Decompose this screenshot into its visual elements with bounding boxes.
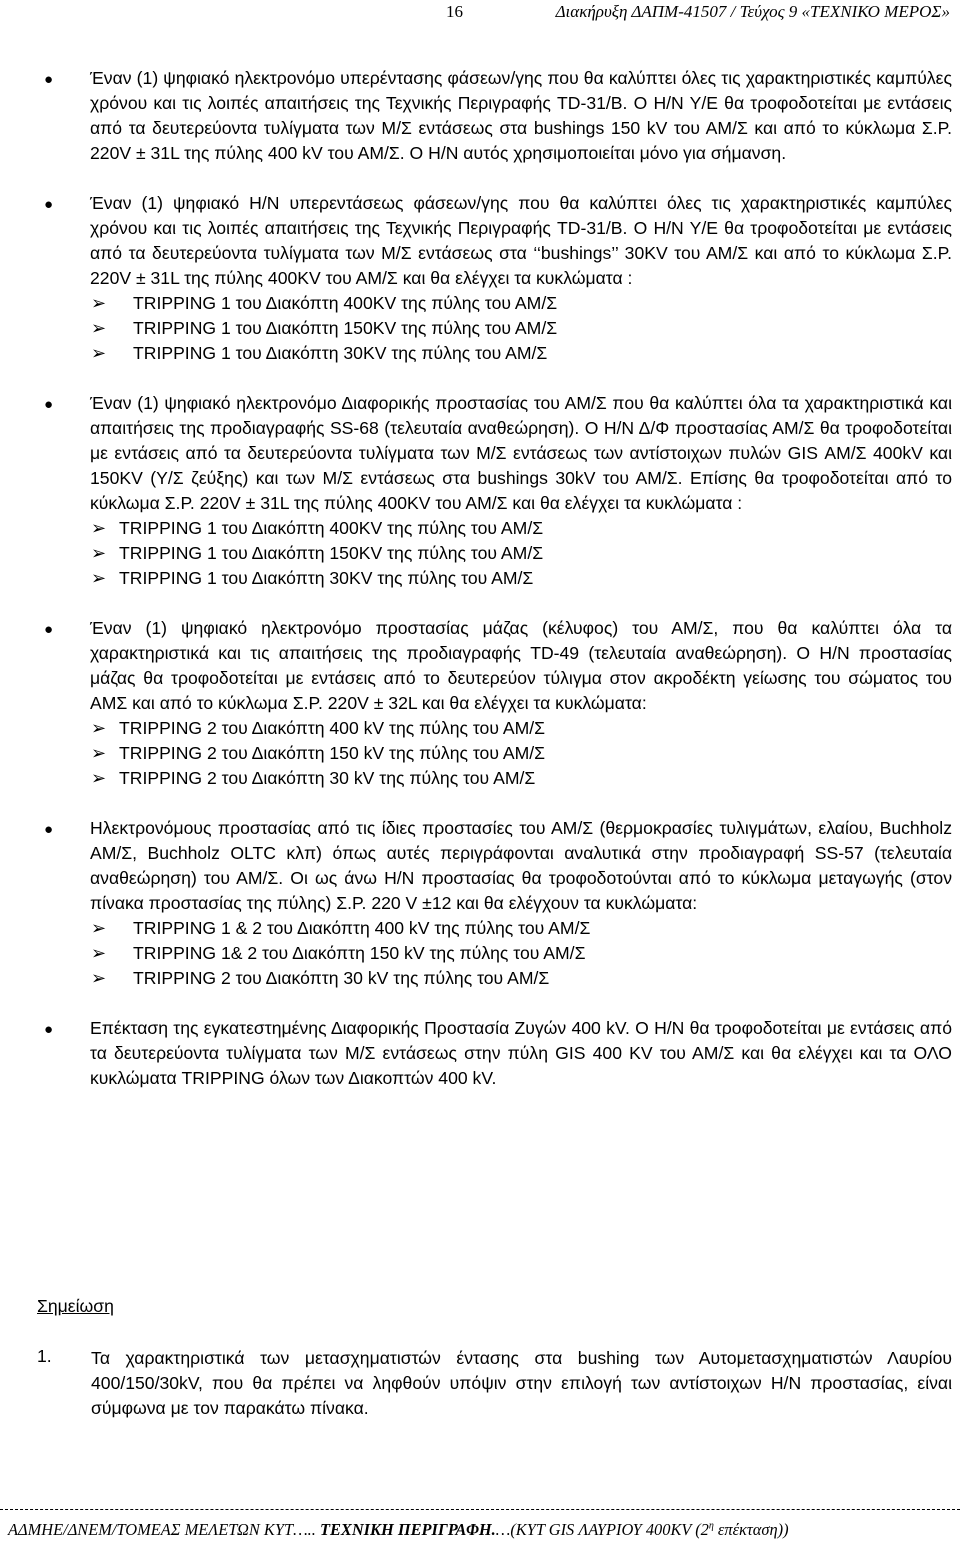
bullet-paragraph [0, 1016, 960, 1091]
arrow-bullet-icon: ➢ [91, 743, 107, 763]
footer-bold: ΤΕΧΝΙΚΗ ΠΕΡΙΓΡΑΦΗ. [319, 1520, 496, 1539]
paragraph-text: Επέκταση της εγκατεστημένης Διαφορικής Προστασία Ζυγών 400 kV. Ο Η/Ν θα τροφοδοτείται με εντάσεις από τα δευτερεύοντα τυλίγματα των Μ/Σ εντάσεως στην πύλη GIS 400 KV του ΑΜ/Σ και θα ελέγχει και τα ΟΛΟ κυκλώματα TRIPPING όλων των Διακοπτών 400 kV. [90, 1018, 952, 1088]
page-header [0, 2, 960, 24]
arrow-bullet-icon: ➢ [91, 918, 107, 938]
bullet-paragraph [0, 616, 960, 716]
tripping-list [0, 291, 960, 366]
arrow-bullet-icon: ➢ [91, 543, 107, 563]
arrow-bullet-icon: ➢ [91, 518, 107, 538]
note-item-number: 1. [37, 1346, 52, 1366]
footer-sup: η [708, 1520, 714, 1532]
list-item: ➢ TRIPPING 1 του Διακόπτη 30KV της πύλης του ΑΜ/Σ [0, 566, 960, 591]
tripping-list [0, 516, 960, 591]
page-footer [8, 1520, 960, 1540]
page-number: 16 [446, 2, 463, 21]
list-item: ➢ TRIPPING 1 του Διακόπτη 150KV της πύλης του ΑΜ/Σ [0, 541, 960, 566]
bullet-paragraph [0, 816, 960, 916]
footer-divider [0, 1509, 960, 1510]
arrow-bullet-icon: ➢ [91, 318, 107, 338]
bullet-icon: ● [44, 396, 54, 413]
list-item: ➢ TRIPPING 1 & 2 του Διακόπτη 400 kV της πύλης του ΑΜ/Σ [0, 916, 960, 941]
list-item: ➢ TRIPPING 2 του Διακόπτη 30 kV της πύλης του ΑΜ/Σ [0, 966, 960, 991]
document-body [0, 66, 960, 1091]
paragraph-text: Έναν (1) ψηφιακό ηλεκτρονόμο υπερέντασης φάσεων/γης που θα καλύπτει όλες τις χαρακτηριστικές καμπύλες χρόνου και τις λοιπές απαιτήσεις της Τεχνικής Περιγραφής TD-31/B. Ο Η/Ν Υ/Ε θα τροφοδοτείται με εντάσεις από τα δευτερεύοντα τυλίγματα των Μ/Σ εντάσεως στα bushings 150 kV του ΑΜ/Σ και από το κύκλωμα Σ.Ρ. 220V ± 31L της πύλης 400 kV του ΑΜ/Σ. Ο Η/Ν αυτός χρησιμοποιείται μόνο για σήμανση. [90, 68, 952, 163]
list-item: ➢ TRIPPING 1 του Διακόπτη 400KV της πύλης του ΑΜ/Σ [0, 516, 960, 541]
list-item: ➢ TRIPPING 2 του Διακόπτη 150 kV της πύλης του ΑΜ/Σ [0, 741, 960, 766]
arrow-bullet-icon: ➢ [91, 943, 107, 963]
footer-right: …(ΚΥΤ GIS ΛΑΥΡΙΟΥ 400KV (2 [495, 1520, 709, 1539]
arrow-bullet-icon: ➢ [91, 718, 107, 738]
bullet-icon: ● [44, 1021, 54, 1038]
bullet-paragraph [0, 191, 960, 291]
paragraph-text: Έναν (1) ψηφιακό ηλεκτρονόμο Διαφορικής προστασίας του ΑΜ/Σ που θα καλύπτει όλα τα χαρακτηριστικά και απαιτήσεις της προδιαγραφής SS-68 (τελευταία αναθεώρηση). Ο Η/Ν Δ/Φ προστασίας ΑΜ/Σ θα τροφοδοτείται με εντάσεις από τα δευτερεύοντα τυλίγματα των Μ/Σ εντάσεως των αντίστοιχων πυλών GIS ΑΜ/Σ 400kV και 150KV (Υ/Σ ζεύξης) και των Μ/Σ εντάσεως στα bushings 30kV του ΑΜ/Σ. Επίσης θα τροφοδοτείται από το κύκλωμα Σ.Ρ. 220V ± 31L της πύλης 400KV του ΑΜ/Σ και θα ελέγχει τα κυκλώματα : [90, 393, 952, 513]
arrow-bullet-icon: ➢ [91, 768, 107, 788]
tripping-list [0, 916, 960, 991]
bullet-icon: ● [44, 821, 54, 838]
bullet-icon: ● [44, 621, 54, 638]
bullet-icon: ● [44, 71, 54, 88]
tripping-list [0, 716, 960, 791]
list-item: ➢ TRIPPING 1 του Διακόπτη 150KV της πύλης του ΑΜ/Σ [0, 316, 960, 341]
arrow-bullet-icon: ➢ [91, 968, 107, 988]
list-item: ➢ TRIPPING 1 του Διακόπτη 30KV της πύλης του ΑΜ/Σ [0, 341, 960, 366]
bullet-paragraph [0, 66, 960, 166]
arrow-bullet-icon: ➢ [91, 343, 107, 363]
note-item [37, 1346, 952, 1421]
footer-tail: επέκταση)) [713, 1520, 789, 1539]
note-item-text: Τα χαρακτηριστικά των μετασχηματιστών έντασης στα bushing των Αυτομετασχηματιστών Λαυρίου 400/150/30kV, που θα πρέπει να ληφθούν υπόψιν στην επιλογή των αντίστοιχων Η/Ν προστασίας, είναι σύμφωνα με τον παρακάτω πίνακα. [91, 1348, 952, 1418]
arrow-bullet-icon: ➢ [91, 568, 107, 588]
list-item: ➢ TRIPPING 1 του Διακόπτη 400KV της πύλης του ΑΜ/Σ [0, 291, 960, 316]
list-item: ➢ TRIPPING 1& 2 του Διακόπτη 150 kV της πύλης του ΑΜ/Σ [0, 941, 960, 966]
running-title: Διακήρυξη ΔΑΠΜ-41507 / Τεύχος 9 «ΤΕΧΝΙΚΟ ΜΕΡΟΣ» [555, 2, 950, 21]
footer-left: ΑΔΜΗΕ/ΔΝΕΜ/ΤΟΜΕΑΣ ΜΕΛΕΤΩΝ ΚΥΤ….. [8, 1520, 320, 1539]
paragraph-text: Ηλεκτρονόμους προστασίας από τις ίδιες προστασίες του ΑΜ/Σ (θερμοκρασίες τυλιγμάτων, ελαίου, Buchholz ΑΜ/Σ, Buchholz OLTC κλπ) όπως αυτές περιγράφονται αναλυτικά στην προδιαγραφή SS-57 (τελευταία αναθεώρηση) του ΑΜ/Σ. Οι ως άνω Η/Ν προστασίας θα τροφοδοτούνται από το κύκλωμα μεταγωγής (στον πίνακα προστασίας της πύλης) Σ.Ρ. 220 V ±12 και θα ελέγχουν τα κυκλώματα: [90, 818, 952, 913]
note-heading: Σημείωση [37, 1296, 114, 1316]
bullet-paragraph [0, 391, 960, 516]
arrow-bullet-icon: ➢ [91, 293, 107, 313]
paragraph-text: Έναν (1) ψηφιακό Η/Ν υπερεντάσεως φάσεων/γης που θα καλύπτει όλες τις χαρακτηριστικές καμπύλες χρόνου και τις λοιπές απαιτήσεις της Τεχνικής Περιγραφής TD-31/B. Ο Η/Ν Υ/Ε θα τροφοδοτείται με εντάσεις από τα δευτερεύοντα τυλίγματα των Μ/Σ εντάσεως στα ‘‘bushings’’ 30KV του ΑΜ/Σ και από το κύκλωμα Σ.Ρ. 220V ± 31L της πύλης 400KV του ΑΜ/Σ και θα ελέγχει τα κυκλώματα : [90, 193, 952, 288]
paragraph-text: Έναν (1) ψηφιακό ηλεκτρονόμο προστασίας μάζας (κέλυφος) του ΑΜ/Σ, που θα καλύπτει όλα τα χαρακτηριστικά και τις απαιτήσεις της προδιαγραφής TD-49 (τελευταία αναθεώρηση). Ο Η/Ν προστασίας μάζας θα τροφοδοτείται με εντάσεις από το δευτερεύον τύλιγμα στον ακροδέκτη γείωσης του σώματος του ΑΜΣ και από το κύκλωμα Σ.Ρ. 220V ± 32L και θα ελέγχει τα κυκλώματα: [90, 618, 952, 713]
bullet-icon: ● [44, 196, 54, 213]
list-item: ➢ TRIPPING 2 του Διακόπτη 400 kV της πύλης του ΑΜ/Σ [0, 716, 960, 741]
list-item: ➢ TRIPPING 2 του Διακόπτη 30 kV της πύλης του ΑΜ/Σ [0, 766, 960, 791]
